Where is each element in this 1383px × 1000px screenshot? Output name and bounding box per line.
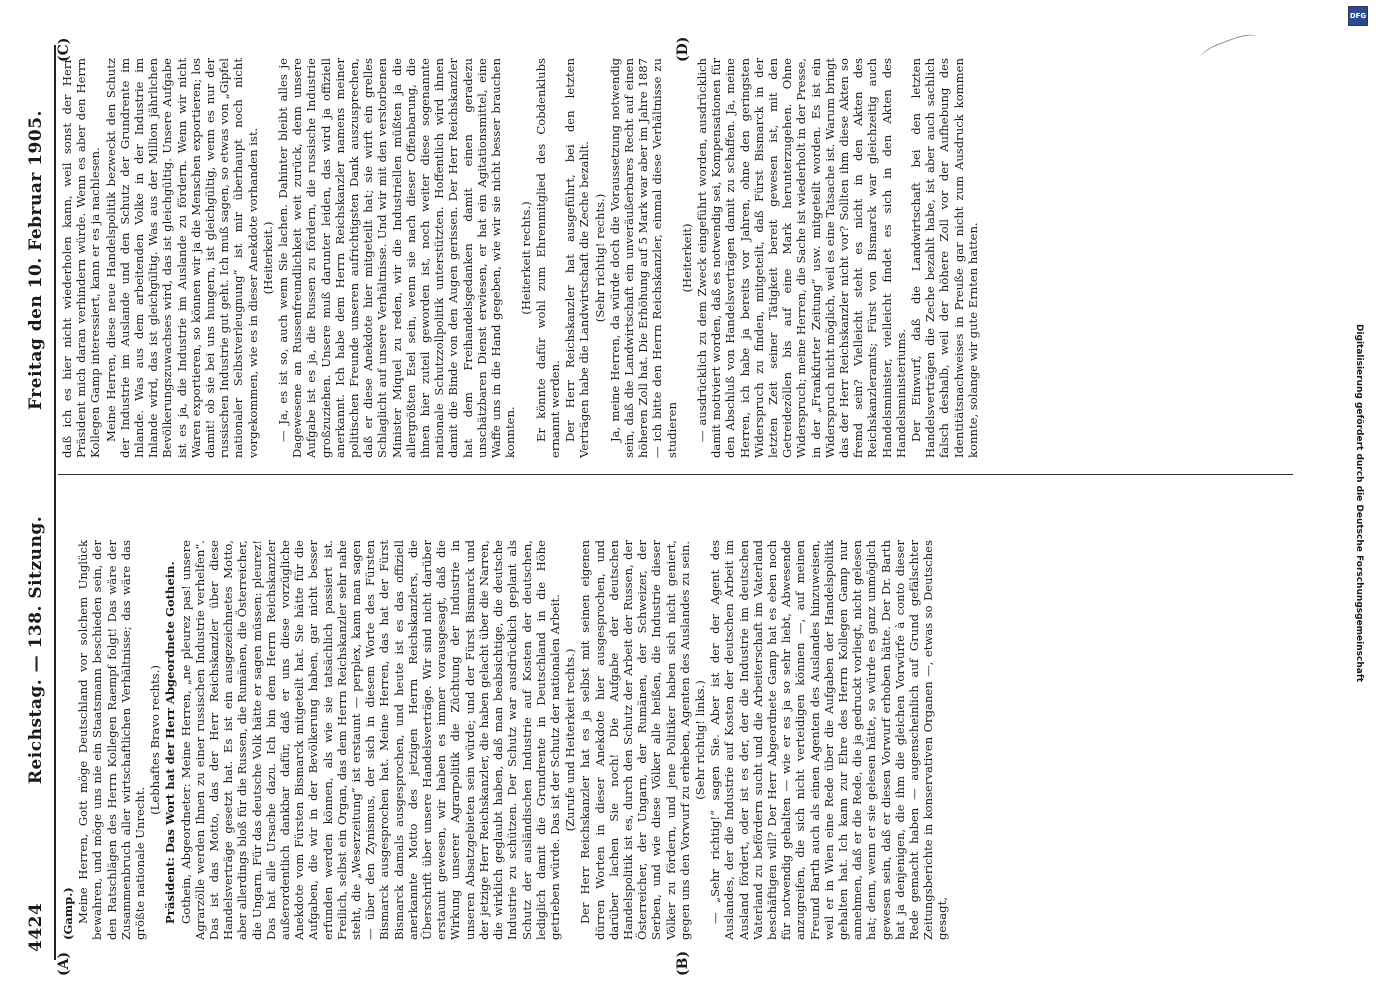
margin-marker-c: (C) xyxy=(56,37,72,62)
margin-marker-b: (B) xyxy=(675,950,691,976)
page-number: 4424 xyxy=(26,902,46,952)
paragraph: — Ja, es ist so, auch wenn Sie lachen. Dahinter bleibt alles je Dagewesene an Russenfreundlichkeit weit zurück, denn unsere Aufgabe ist es ja, die Russen zu fördern, die russische Industrie großzuziehen. Unsere muß darunter leiden, das wird ja offiziell anerkannt. Ich habe dem Herrn Reichskanzler namens meiner politischen Freunde unseren aufrichtigsten Dank auszusprechen, daß er diese Anekdote hier mitgeteilt hat; sie wirft ein grelles Schlaglicht auf unsere Verhältnisse. Und wir mit den verstorbenen Minister Miquel zu reden, wir die Industriellen müßten ja die allergrößten Esel sein, wenn sie nach dieser Offenbarung, die ihnen hier zuteil geworden ist, noch weiter diese sogenannte nationale Schutzzollpolitik unterstützten. Hoffentlich wird ihnen damit die Binde von den Augen gerissen. Der Herr Reichskanzler hat dem Freihandelsgedanken damit einen geradezu unschätzbaren Dienst erwiesen, er hat ein Agitationsmittel, eine Waffe uns in die Hand gegeben, wie wir sie nicht besser brauchen konnten. xyxy=(276,58,518,458)
dfg-logo-icon: DFG xyxy=(1348,6,1368,26)
interjection: (Sehr richtig! rechts.) xyxy=(592,193,607,323)
paragraph: Er könnte dafür wohl zum Ehrenmitglied des Cobdenklubs ernannt werden. xyxy=(533,58,562,458)
paragraph: Der Einwurf, daß die Landwirtschaft bei den letzten Handelsverträgen die Zeche bezahlt habe, ist aber auch sachlich falsch deshalb, weil der höhere Zoll vor der Aufhebung des Identitätsnachweises in Preuße gar nicht zum Ausdruck kommen konnte, solange wir gute Ernten hatten. xyxy=(908,58,980,458)
right-column xyxy=(60,58,1300,458)
paragraph: Gothein, Abgeordneter: Meine Herren, „ne pleurez pas! unsere Agrarzölle werden Ihnen zu einer russischen Industrie verhelfen“. Das ist das Motto, das der Herr Reichskanzler über diese Handelsverträge gesetzt hat. Es ist ein ausgezeichnetes Motto, aber allerdings bloß für die Russen, die Rumänen, die Österreicher, die Ungarn. Für das deutsche Volk hätte er sagen müssen: pleurez! Das hat alle Ursache dazu. Ich bin dem Herrn Reichskanzler außerordentlich dankbar dafür, daß er uns diese vorzügliche Anekdote vom Fürsten Bismarck mitgeteilt hat. Sie hätte für die Aufgaben, die wir in der Bevölkerung haben, gar nicht besser erfunden werden können, als wie sie tatsächlich passiert ist. Freilich, selbst ein Organ, das dem Herrn Reichskanzler sehr nahe steht, die „Weserzeitung“ ist erstaunt — perplex, kann man sagen — über den Zynismus, der sich in diesem Worte des Fürsten Bismarck ausgesprochen hat. Meine Herren, das hat der Fürst Bismarck damals ausgesprochen, und heute ist es das offiziell anerkannte Motto des jetzigen Herrn Reichskanzlers, die Überschrift über unsere Handelsverträge. Wir sind nicht darüber erstaunt gewesen, wir haben es immer vorausgesagt, daß die Wirkung unserer Agrarpolitik die Züchtung der Industrie in unseren Absatzgebieten sein würde; und der Fürst Bismarck und der jetzige Herr Reichskanzler, die haben gelacht über die Narren, die wirklich geglaubt haben, daß man beabsichtige, die deutsche Industrie zu schützen. Der Schutz war ausdrücklich geplant als Schutz der ausländischen Industrie auf Kosten der deutschen, lediglich damit die Grundrente in Deutschland in die Höhe getrieben würde. Das ist der Schutz der nationalen Arbeit. xyxy=(178,540,562,940)
president-line: Präsident: Das Wort hat der Herr Abgeordnete Gothein. xyxy=(163,561,178,924)
paragraph: daß ich es hier nicht wiederholen kann, weil sonst der Herr Präsident mich daran verhindern würde. Wenn es aber den Herrn Kollegen Gamp interessiert, kann er es ja nachlesen. xyxy=(60,58,103,458)
paragraph: Der Herr Reichskanzler hat es ja selbst mit seinen eigenen dürren Worten in dieser Anekdote hier ausgesprochen, und darüber lachen Sie noch! Die Aufgabe der deutschen Handelspolitik ist es, durch den Schutz der Arbeit der Russen, der Österreicher, der Ungarn, der Rumänen, der Schweizer, der Serben, und wie diese Völker alle heißen, die Industrie dieser Völker zu fördern, und jene Politiker haben sich nicht geniert, gegen uns den Vorwurf zu erheben, Agenten des Auslandes zu sein. xyxy=(578,540,692,940)
header-title: Reichstag. — 138. Sitzung. xyxy=(26,515,46,785)
interjection: (Heiterkeit rechts.) xyxy=(518,201,533,315)
left-column xyxy=(60,540,1300,940)
page-header xyxy=(26,30,54,980)
paragraph: — ausdrücklich zu dem Zweck eingeführt worden, ausdrücklich damit motiviert worden, daß es notwendig sei, Kompensationen für den Abschluß von Handelsverträgen damit zu schaffen. Ja, meine Herren, ich habe ja bereits vor Jahren, ohne den geringsten Widerspruch zu finden, mitgeteilt, daß Fürst Bismarck in der letzten Zeit seiner Tätigkeit bereit gewesen ist, mit den Getreidezöllen bis auf eine Mark herunterzugehen. Ohne Widerspruch; meine Herren, die Sache ist wiederholt in der Presse, in der „Frankfurter Zeitung“ usw. mitgeteilt worden. Es ist ein Widerspruch nicht möglich, weil es eine Tatsache ist. Warum bringt das der Herr Reichskanzler nicht vor? Sollten ihm diese Akten so fremd sein? Vielleicht steht es nicht in den Akten des Reichskanzleramts; Fürst von Bismarck war gleichzeitig auch Handelsminister, vielleicht findet es sich in den Akten des Handelsministeriums. xyxy=(694,58,908,458)
interjection: (Heiterkeit.) xyxy=(260,221,275,295)
column-divider xyxy=(58,474,1293,475)
paragraph: Meine Herren, diese neue Handelspolitik bezweckt den Schutz der Industrie im Auslande und den Schutz der Grundrente im Inlande. Was aus dem arbeitenden Volke in der Industrie im Inlande wird, das ist gleichgültig. Was aus der Million jährlichen Bevölkerungszuwachses wird, das ist gleichgültig. Unsere Aufgabe ist es ja, die Industrie im Auslande zu fördern. Wenn wir nicht Waren exportieren, so können wir ja die Menschen exportieren; los damit! ob sie bei uns hungern, ist gleichgültig, wenn es nur der russischen Industrie gut geht. Ich muß sagen, so etwas von „Gipfel nationaler Selbstverleugnung“ ist mir überhaupt noch nicht vorgekommen, wie es in dieser Anekdote vorhanden ist. xyxy=(103,58,260,458)
paragraph: — „Sehr richtig!“ sagen Sie. Aber ist der der Agent des Auslandes, der die Industrie auf Kosten der deutschen Arbeit im Ausland fördert, oder ist es der, der die Industrie im deutschen Vaterland zu befördern sucht und die Arbeiterschaft im Vaterland beschäftigen will? Der Herr Abgeordnete Gamp hat es eben noch für notwendig gehalten — wie er es ja so sehr liebt, Abwesende anzugreifen, die sich nicht verteidigen können —, auf meinen Freund Barth auch als einen Agenten des Auslandes hinzuweisen, weil er in Wien eine Rede über die Aufgaben der Handelspolitik gehalten hat. Ich kann zur Ehre des Herrn Kollegen Gamp nur annehmen, daß er die Rede, die ja gedruckt vorliegt, nicht gelesen hat; denn, wenn er sie gelesen hätte, so würde es ganz unmöglich gewesen sein, daß er diesen Vorwurf erhoben hätte. Der Dr. Barth hat ja denjenigen, die ihm die gleichen Vorwürfe à conto dieser Rede gemacht haben — augenscheinlich auf Grund gefälschter Zeitungsberichte in konservativen Organen —, etwas so Deutsches gesagt, xyxy=(708,540,950,940)
interjection: (Zurufe und Heiterkeit rechts.) xyxy=(563,648,578,832)
margin-marker-d: (D) xyxy=(675,36,691,62)
funding-notice-text: Digitalisierung gefördert durch die Deutsche Forschungsgemeinschaft xyxy=(1354,323,1364,683)
paragraph: Ja, meine Herren, da würde doch die Voraussetzung notwendig sein, daß die Landwirtschaft ein unveräußerbares Recht auf einen höheren Zoll hat. Die Erhöhung auf 5 Mark war aber im Jahre 1887 — ich bitte den Herrn Reichskanzler, einmal diese Verhältnisse zu studieren xyxy=(607,58,679,458)
speaker-tag: (Gamp.) xyxy=(61,887,75,940)
interjection: (Sehr richtig! links.) xyxy=(692,680,707,800)
header-rule xyxy=(54,45,56,960)
header-date: Freitag den 10. Februar 1905. xyxy=(26,110,46,410)
margin-marker-a: (A) xyxy=(56,951,72,976)
paragraph: Meine Herren, Gott möge Deutschland vor solchem Unglück bewahren, und möge uns nie ein Staatsmann beschieden sein, der den Ratschlägen des Herrn Kollegen Raempf folgt! Das wäre der Zusammenbruch aller wirtschaftlichen Verhältnisse; das wäre das größte nationale Unrecht. xyxy=(76,540,148,940)
paragraph: Der Herr Reichskanzler hat ausgeführt, bei den letzten Verträgen habe die Landwirtschaft die Zeche bezahlt. xyxy=(563,58,592,458)
interjection: (Heiterkeit) xyxy=(679,223,694,293)
interjection: (Lebhaftes Bravo rechts.) xyxy=(148,665,163,815)
funding-notice xyxy=(1349,28,1365,998)
rotated-sheet xyxy=(20,30,1310,980)
